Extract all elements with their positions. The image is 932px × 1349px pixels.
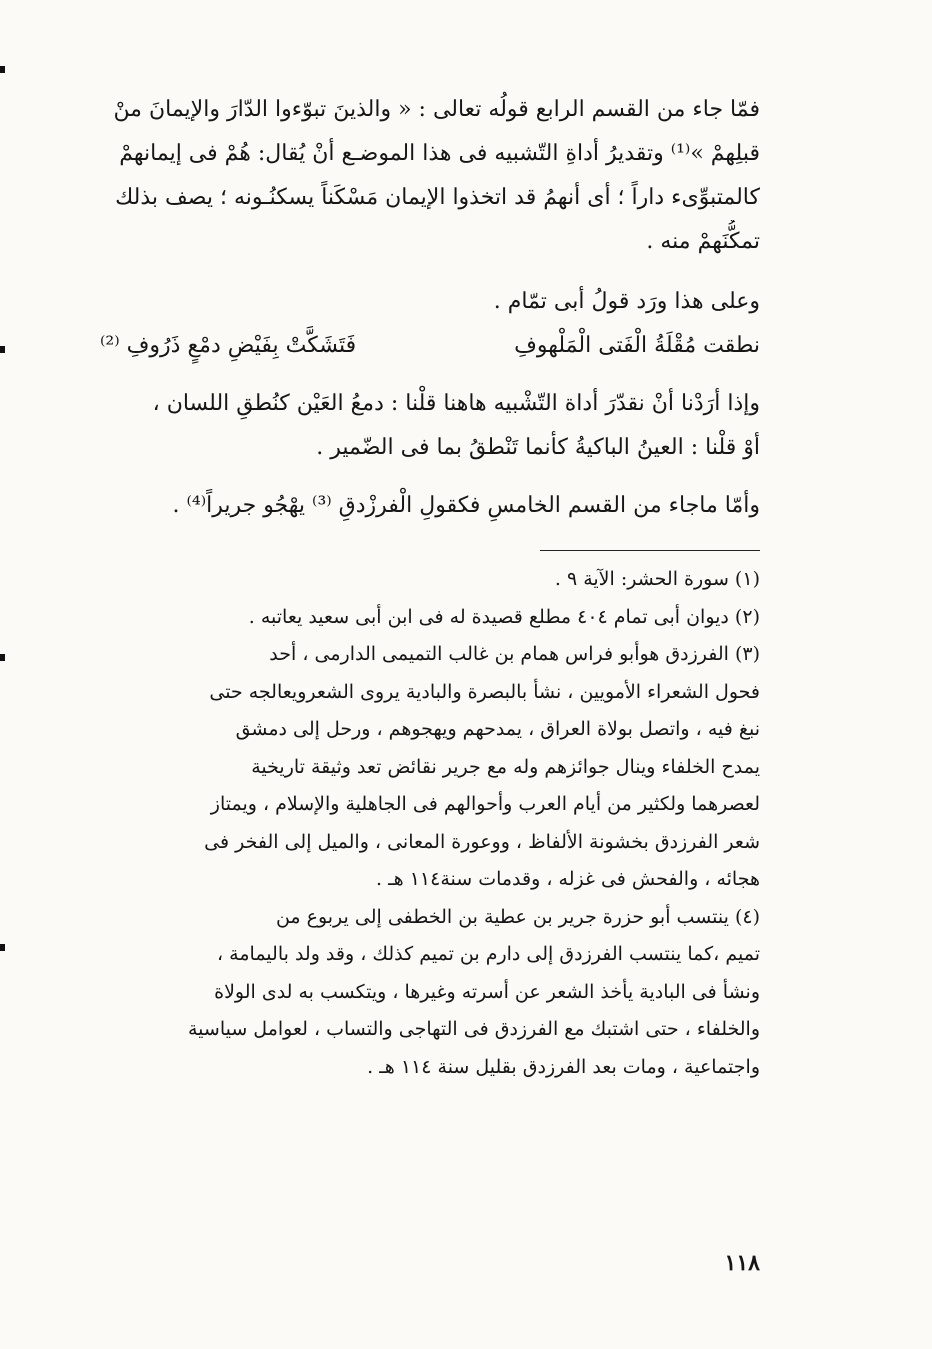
footnote-line: والخلفاء ، حتى اشتبك مع الفرزدق فى التهاجى والتساب ، لعوامل سياسية: [187, 1018, 760, 1040]
footnote-line: شعر الفرزدق بخشونة الألفاظ ، ووعورة المعانى ، والميل إلى الفخر فى: [204, 830, 760, 853]
text-line: تمكُّنَهمْ منه .: [646, 229, 760, 254]
footnote-line: يمدح الخلفاء وينال جوائزهم وله مع جرير نقائض تعد وثيقة تاريخية: [251, 755, 760, 778]
page-content: [100, 88, 760, 1086]
footnote-line: واجتماعية ، ومات بعد الفرزدق بقليل سنة ١١٤ هـ .: [367, 1055, 760, 1078]
footnote-line: لعصرهما ولكثير من أيام العرب وأحوالهم فى الجاهلية والإسلام ، ويمتاز: [210, 793, 760, 815]
paragraph-1: [100, 88, 760, 264]
text-line: قبلِهمْ »⁽¹⁾ وتقديرُ أداةِ التّشبيه فى هذا الموضـع أنْ يُقال: هُمْ فى إيمانهمْ: [119, 141, 760, 166]
text-line: وإذا أرَدْنا أنْ نقدّرَ أداة التّشْبيه هاهنا قلْنا : دمعُ العَيْن كنُطقِ اللسان ،: [152, 391, 760, 416]
page-number: ١١٨: [724, 1250, 760, 1276]
scan-edge-mark: [0, 944, 5, 951]
footnote-line: فحول الشعراء الأمويين ، نشأ بالبصرة والبادية يروى الشعرويعالجه حتى: [209, 680, 760, 703]
footnote-2: (٢) ديوان أبى تمام ٤٠٤ مطلع قصيدة له فى ابن أبى سعيد يعاتبه .: [248, 605, 760, 628]
scan-edge-mark: [0, 654, 5, 661]
text-line: أوْ قلْنا : العينُ الباكيةُ كأنما تَنْطقُ بما فى الضّمير .: [316, 435, 760, 460]
verse-first-hemistich: نطقت مُقْلَةُ الْفَتى الْمَلْهوفِ: [514, 333, 760, 358]
scan-edge-mark: [0, 66, 5, 73]
footnote-line: هجائه ، والفحش فى غزله ، وقدمات سنة١١٤ هـ .: [375, 868, 760, 890]
footnote-line: تميم ،كما ينتسب الفرزدق إلى دارم بن تميم كذلك ، وقد ولد باليمامة ،: [217, 943, 760, 965]
text-line: كالمتبوِّىء داراً ؛ أى أنهمُ قد اتخذوا الإيمان مَسْكَناً يسكنُـونه ؛ يصف بذلك: [115, 185, 760, 210]
paragraph-3: [100, 382, 760, 470]
footnote-3: [100, 636, 760, 899]
footnote-line: (٣) الفرزدق هوأبو فراس همام بن غالب التميمى الدارمى ، أحد: [269, 643, 760, 665]
footnote-separator: [540, 550, 760, 551]
verse-line: [100, 324, 760, 368]
footnote-line: (٤) ينتسب أبو حزرة جرير بن عطية بن الخطفى إلى يربوع من: [275, 905, 760, 928]
footnote-4: [100, 899, 760, 1087]
footnote-1: (١) سورة الحشر: الآية ٩ .: [554, 568, 760, 590]
text-line: فمّا جاء من القسم الرابع قولُه تعالى : « والذينَ تبوّءوا الدّارَ والإيمانَ منْ: [113, 97, 760, 122]
scan-edge-mark: [0, 346, 5, 353]
footnotes: [100, 561, 760, 1086]
footnote-line: ونشأ فى البادية يأخذ الشعر عن أسرته وغيرها ، ويتكسب به لدى الولاة: [214, 980, 760, 1003]
paragraph-4: وأمّا ماجاء من القسم الخامسِ فكقولِ الْفرزْدقِ ⁽³⁾ يهْجُو جريراً⁽⁴⁾ .: [172, 493, 760, 518]
paragraph-2: وعلى هذا ورَد قولُ أبى تمّام .: [493, 289, 760, 314]
verse-second-hemistich: فَتَشَكَّتْ بِفَيْضِ دمْعٍ ذَرُوفِ ⁽²⁾: [100, 333, 357, 358]
footnote-line: نبغ فيه ، واتصل بولاة العراق ، يمدحهم ويهجوهم ، ورحل إلى دمشق: [235, 718, 760, 740]
